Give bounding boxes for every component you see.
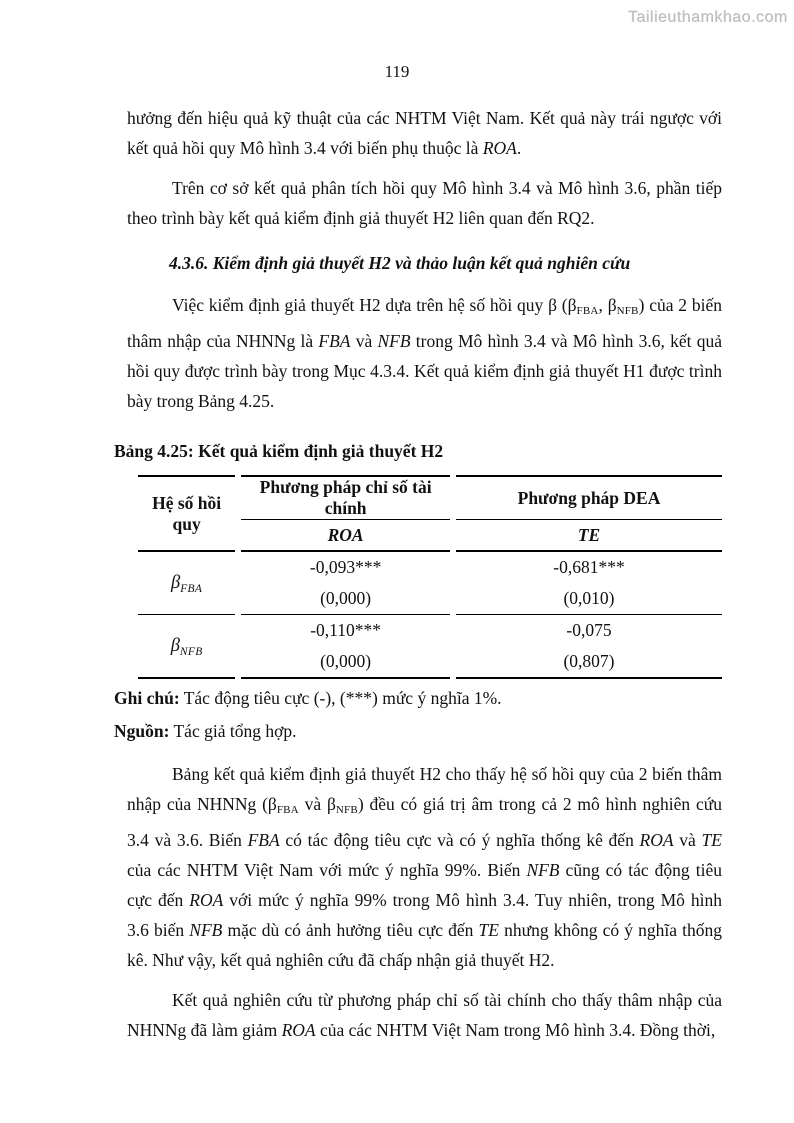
cell-te — [456, 552, 722, 615]
table-title: Bảng 4.25: Kết quả kiểm định giả thuyết H2 — [114, 441, 444, 461]
paragraph: Việc kiểm định giả thuyết H2 dựa trên hệ số hồi quy β (βFBA, βNFB) của 2 biến thâm nhập của NHNNg là FBA và NFB trong Mô hình 3.4 và Mô hình 3.6, kết quả hồi quy được trình bày trong Mục 4.3.4. Kết quả kiểm định giả thuyết H1 được trình bày trong Bảng 4.25. — [127, 295, 722, 411]
results-table — [132, 475, 728, 679]
paragraph: Kết quả nghiên cứu từ phương pháp chỉ số tài chính cho thấy thâm nhập của NHNNg đã làm giảm ROA của các NHTM Việt Nam trong Mô hình 3.4. Đồng thời, — [127, 990, 722, 1040]
site-watermark: Tailieuthamkhao.com — [628, 9, 788, 26]
paragraph: Trên cơ sở kết quả phân tích hồi quy Mô hình 3.4 và Mô hình 3.6, phần tiếp theo trình bày kết quả kiểm định giả thuyết H2 liên quan đến RQ2. — [127, 178, 722, 228]
section-heading: 4.3.6. Kiểm định giả thuyết H2 và thảo luận kết quả nghiên cứu — [169, 253, 631, 273]
coef-value: -0,110*** — [310, 620, 382, 640]
beta-subscript: NFB — [179, 645, 203, 658]
table-group-header-financial: Phương pháp chỉ số tài chính — [241, 475, 450, 520]
cell-te — [456, 615, 722, 679]
p-value: (0,000) — [320, 588, 372, 608]
p-value: (0,010) — [563, 588, 615, 608]
table-subheader-roa: ROA — [241, 520, 450, 552]
table-group-header-dea: Phương pháp DEA — [456, 475, 722, 520]
source-text: Tác giả tổng hợp. — [169, 721, 297, 741]
table-source — [114, 717, 724, 745]
coef-label — [138, 615, 235, 679]
table-row — [138, 615, 722, 679]
table-col-header: Hệ số hồi quy — [138, 475, 235, 552]
cell-roa — [241, 615, 450, 679]
note-label: Ghi chú: — [114, 688, 180, 708]
table-subheader-te: TE — [456, 520, 722, 552]
p-value: (0,807) — [563, 651, 615, 671]
beta-symbol: β — [171, 572, 181, 593]
coef-value: -0,681*** — [553, 557, 625, 577]
p-value: (0,000) — [320, 651, 372, 671]
page-content — [112, 103, 724, 1045]
page-number: 119 — [384, 62, 410, 81]
beta-symbol: β — [170, 635, 180, 656]
paragraph: Bảng kết quả kiểm định giả thuyết H2 cho thấy hệ số hồi quy của 2 biến thâm nhập của NHNNg (βFBA và βNFB) đều có giá trị âm trong cả 2 mô hình nghiên cứu 3.4 và 3.6. Biến FBA có tác động tiêu cực và có ý nghĩa thống kê đến ROA và TE của các NHTM Việt Nam với mức ý nghĩa 99%. Biến NFB cũng có tác động tiêu cực đến ROA với mức ý nghĩa 99% trong Mô hình 3.4. Tuy nhiên, trong Mô hình 3.6 biến NFB mặc dù có ảnh hưởng tiêu cực đến TE nhưng không có ý nghĩa thống kê. Như vậy, kết quả nghiên cứu đã chấp nhận giả thuyết H2. — [127, 764, 723, 970]
paragraph: hưởng đến hiệu quả kỹ thuật của các NHTM Việt Nam. Kết quả này trái ngược với kết quả hồi quy Mô hình 3.4 với biến phụ thuộc là ROA. — [127, 108, 722, 158]
table-row — [138, 552, 722, 615]
beta-subscript: FBA — [180, 582, 203, 595]
cell-roa — [241, 552, 450, 615]
coef-value: -0,093*** — [309, 557, 382, 577]
source-label: Nguồn: — [114, 721, 170, 741]
table-header-row — [138, 475, 722, 520]
table-note — [114, 684, 724, 712]
coef-value: -0,075 — [566, 620, 612, 640]
coef-label — [138, 552, 235, 615]
note-text: Tác động tiêu cực (-), (***) mức ý nghĩa 1%. — [179, 688, 502, 708]
